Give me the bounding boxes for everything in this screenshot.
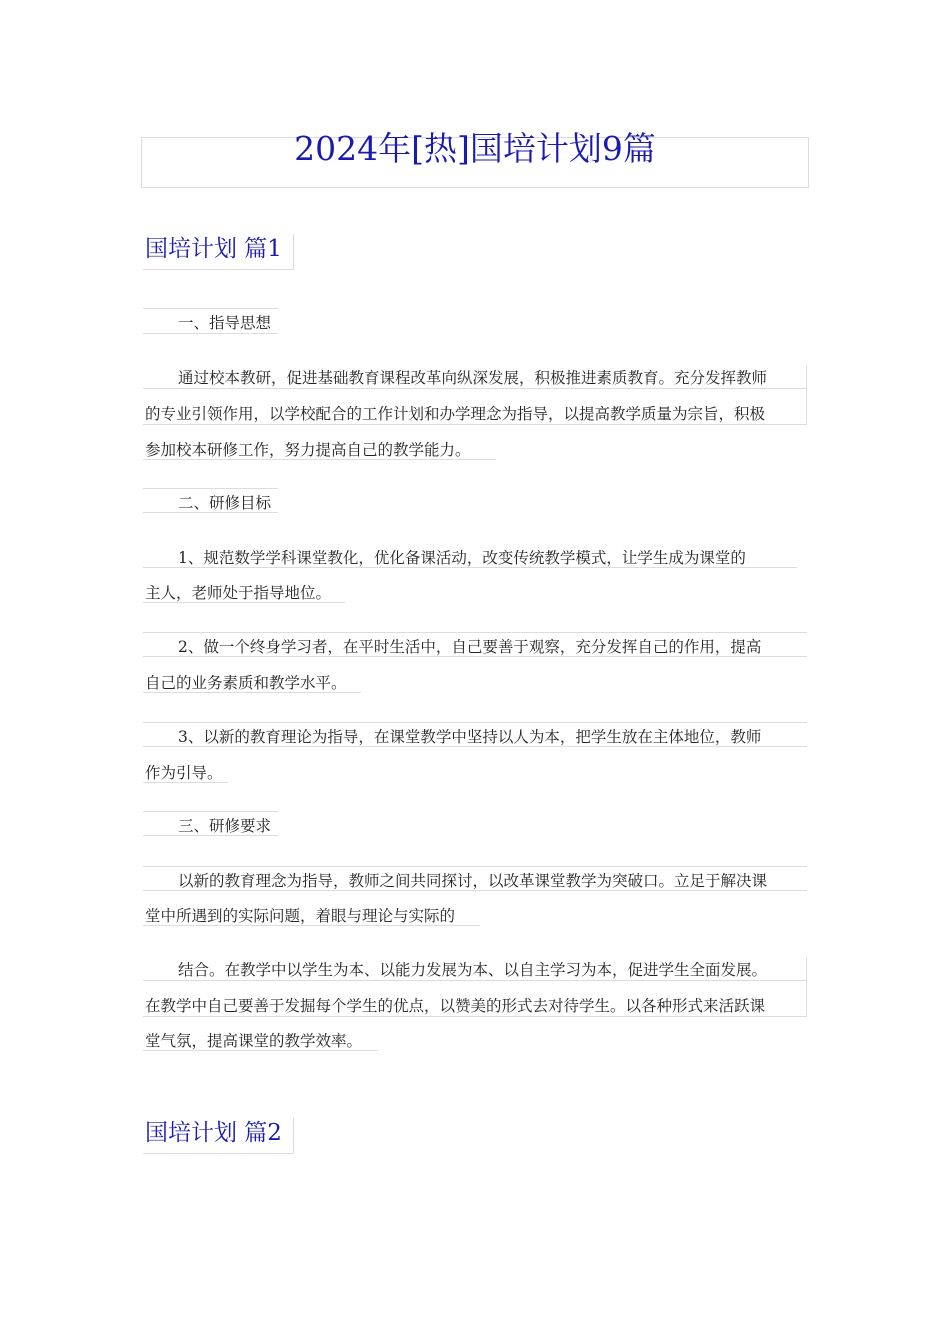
paragraph-line: 通过校本教研，促进基础教育课程改革向纵深发展，积极推进素质教育。充分发挥教师	[178, 369, 768, 387]
goal-item-3: 3、以新的教育理论为指导，在课堂教学中坚持以人为本，把学生放在主体地位，教师	[178, 728, 762, 746]
paragraph-line: 结合。在教学中以学生为本、以能力发展为本、以自主学习为本，促进学生全面发展。	[178, 961, 768, 979]
goal-item-2: 2、做一个终身学习者，在平时生活中，自己要善于观察，充分发挥自己的作用，提高	[178, 638, 762, 656]
paragraph-line: 堂气氛，提高课堂的教学效率。	[145, 1032, 363, 1050]
goal-item-1-cont: 主人，老师处于指导地位。	[145, 584, 332, 602]
heading-frame-2	[143, 1118, 294, 1154]
subheading-guiding-ideology: 一、指导思想	[178, 314, 272, 332]
document-title: 2024年[热]国培计划9篇	[294, 129, 656, 168]
paragraph-line: 堂中所遇到的实际问题，着眼与理论与实际的	[145, 907, 456, 925]
paragraph-line: 在教学中自己要善于发掘每个学生的优点，以赞美的形式去对待学生。以各种形式来活跃课	[145, 997, 766, 1015]
section-heading-1: 国培计划 篇1	[145, 236, 282, 262]
heading-frame-1	[143, 234, 294, 270]
paragraph-line: 参加校本研修工作，努力提高自己的教学能力。	[145, 441, 471, 459]
subheading-training-goals: 二、研修目标	[178, 494, 272, 512]
subheading-training-requirements: 三、研修要求	[178, 817, 272, 835]
goal-item-3-cont: 作为引导。	[145, 764, 223, 782]
section-heading-2: 国培计划 篇2	[145, 1120, 282, 1146]
goal-item-2-cont: 自己的业务素质和教学水平。	[145, 674, 347, 692]
paragraph-line: 以新的教育理念为指导，教师之间共同探讨，以改革课堂教学为突破口。立足于解决课	[178, 872, 768, 890]
goal-item-1: 1、规范数学学科课堂教化，优化备课活动，改变传统教学模式，让学生成为课堂的	[178, 549, 746, 567]
paragraph-line: 的专业引领作用，以学校配合的工作计划和办学理念为指导，以提高教学质量为宗旨，积极	[145, 405, 766, 423]
